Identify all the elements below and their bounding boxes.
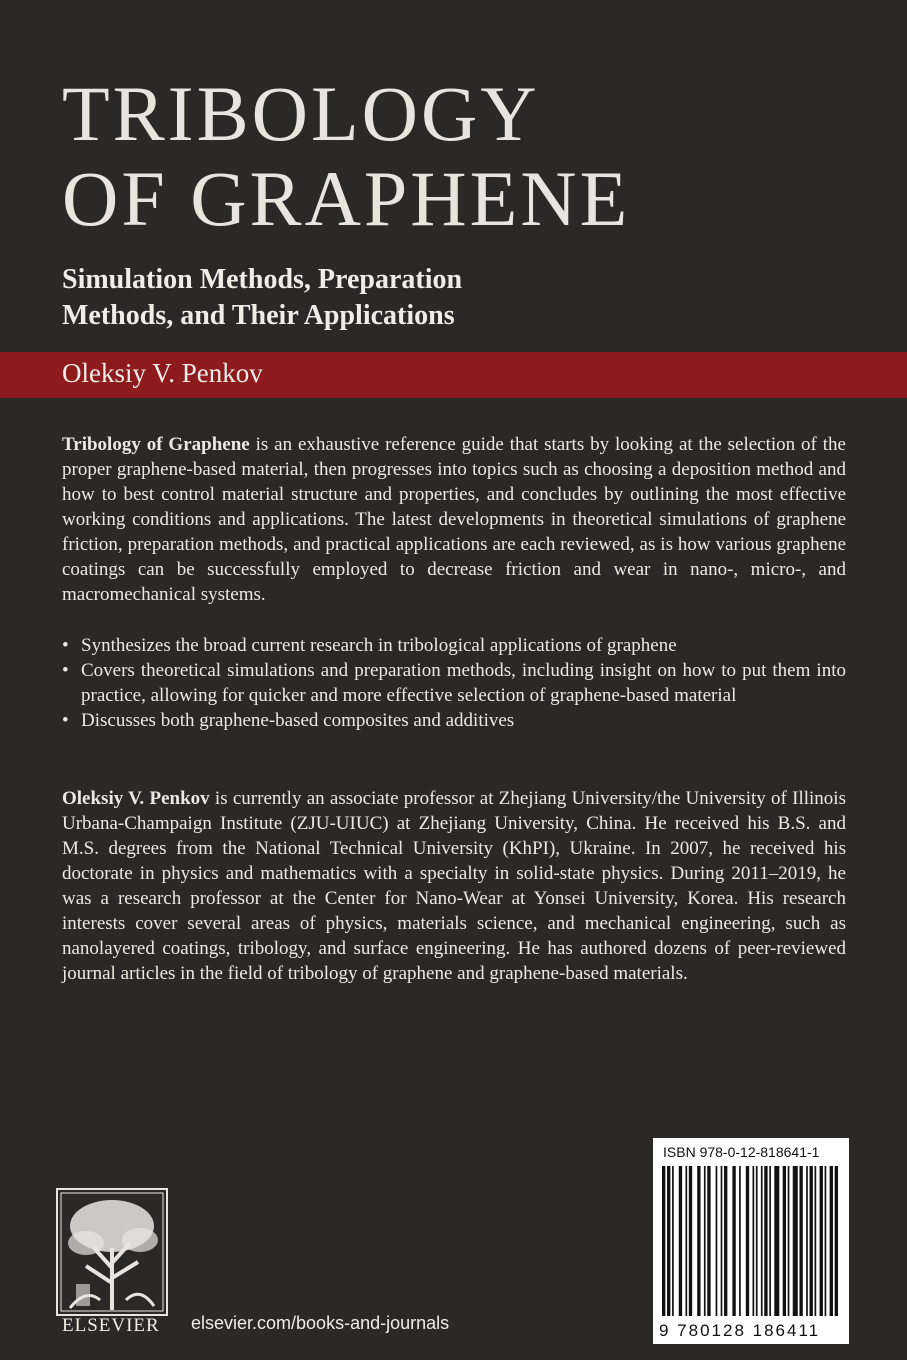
- barcode-bar: [685, 1166, 687, 1316]
- subtitle-line-1: Simulation Methods, Preparation: [62, 264, 463, 295]
- barcode-bar: [704, 1166, 706, 1316]
- subtitle-line-2: Methods, and Their Applications: [62, 300, 455, 331]
- barcode-bars: [660, 1166, 842, 1318]
- elsevier-tree-logo-icon: [56, 1188, 168, 1318]
- barcode-bar: [761, 1166, 763, 1316]
- barcode-bar: [825, 1166, 827, 1316]
- bullet-icon: •: [62, 710, 69, 731]
- barcode-bar: [815, 1166, 817, 1316]
- barcode-bar: [793, 1166, 798, 1316]
- barcode-bar: [716, 1166, 718, 1316]
- title-line-1: TRIBOLOGY: [62, 70, 540, 157]
- barcode-bar: [732, 1166, 735, 1316]
- barcode-bar: [697, 1166, 700, 1316]
- list-item: [62, 633, 846, 658]
- description-paragraph: [62, 432, 846, 607]
- barcode-bar: [756, 1166, 758, 1316]
- barcode-bar: [764, 1166, 767, 1316]
- barcode-bar: [679, 1166, 682, 1316]
- barcode-bar: [724, 1166, 727, 1316]
- author-bio-paragraph: [62, 786, 846, 986]
- list-item-text: Covers theoretical simulations and preparation methods, including insight on how to put them into practice, allowing for quicker and more effective selection of graphene-based material: [81, 660, 846, 706]
- ean-number: 9 780128 186411: [659, 1321, 821, 1340]
- list-item-text: Discusses both graphene-based composites and additives: [81, 710, 515, 731]
- list-item: [62, 708, 846, 733]
- barcode-bar: [746, 1166, 749, 1316]
- bullet-icon: •: [62, 660, 69, 681]
- barcode-bar: [806, 1166, 808, 1316]
- title-line-2: OF GRAPHENE: [62, 155, 631, 242]
- barcode-bar: [810, 1166, 813, 1316]
- author-name: Oleksiy V. Penkov: [62, 358, 263, 388]
- barcode-bar: [753, 1166, 755, 1316]
- barcode-bar: [820, 1166, 823, 1316]
- description-lead: Tribology of Graphene: [62, 434, 250, 455]
- list-item: [62, 658, 846, 708]
- bullet-icon: •: [62, 635, 69, 656]
- barcode-bar: [799, 1166, 802, 1316]
- barcode-bar: [783, 1166, 786, 1316]
- barcode-bar: [769, 1166, 771, 1316]
- barcode-bar: [667, 1166, 670, 1316]
- isbn-number: ISBN 978-0-12-818641-1: [663, 1144, 820, 1160]
- bio-body: is currently an associate professor at Zhejiang University/the University of Illinois Urbana-Champaign Institute (ZJU-UIUC) at Zhejiang University, China. He received his B.S. and M.S. degrees from the National Technical University (KhPI), Ukraine. In 2007, he received his doctorate in physics and mathematics with a specialty in solid-state physics. During 2011–2019, he was a research professor at the Center for Nano-Wear at Yonsei University, Korea. His research interests cover several areas of physics, materials science, and mechanical engineering, such as nanolayered coatings, tribology, and surface engineering. He has authored dozens of peer-reviewed journal articles in the field of tribology of graphene and graphene-based materials.: [62, 788, 846, 984]
- bio-lead: Oleksiy V. Penkov: [62, 788, 210, 809]
- barcode-bar: [788, 1166, 790, 1316]
- publisher-website: elsevier.com/books-and-journals: [191, 1313, 450, 1333]
- barcode-bar: [689, 1166, 692, 1316]
- feature-list: [62, 633, 846, 733]
- barcode-bar: [774, 1166, 779, 1316]
- barcode-bar: [672, 1166, 674, 1316]
- book-subtitle: [62, 262, 462, 334]
- barcode-bar: [721, 1166, 723, 1316]
- barcode-bar: [835, 1166, 838, 1316]
- publisher-name: ELSEVIER: [62, 1315, 160, 1336]
- description-body: is an exhaustive reference guide that starts by looking at the selection of the proper graphene-based material, then progresses into topics such as choosing a deposition method and how to best control material structure and properties, and concludes by outlining the most effective working conditions and applications. The latest developments in theoretical simulations of graphene friction, preparation methods, and practical applications are each reviewed, as is how various graphene coatings can be successfully employed to decrease friction and wear in nano-, micro-, and macromechanical systems.: [62, 434, 846, 605]
- list-item-text: Synthesizes the broad current research in tribological applications of graphene: [81, 635, 677, 656]
- barcode-bar: [662, 1166, 665, 1316]
- barcode-bar: [739, 1166, 741, 1316]
- author-band: [0, 352, 907, 398]
- barcode-bar: [707, 1166, 710, 1316]
- barcode-bar: [830, 1166, 833, 1316]
